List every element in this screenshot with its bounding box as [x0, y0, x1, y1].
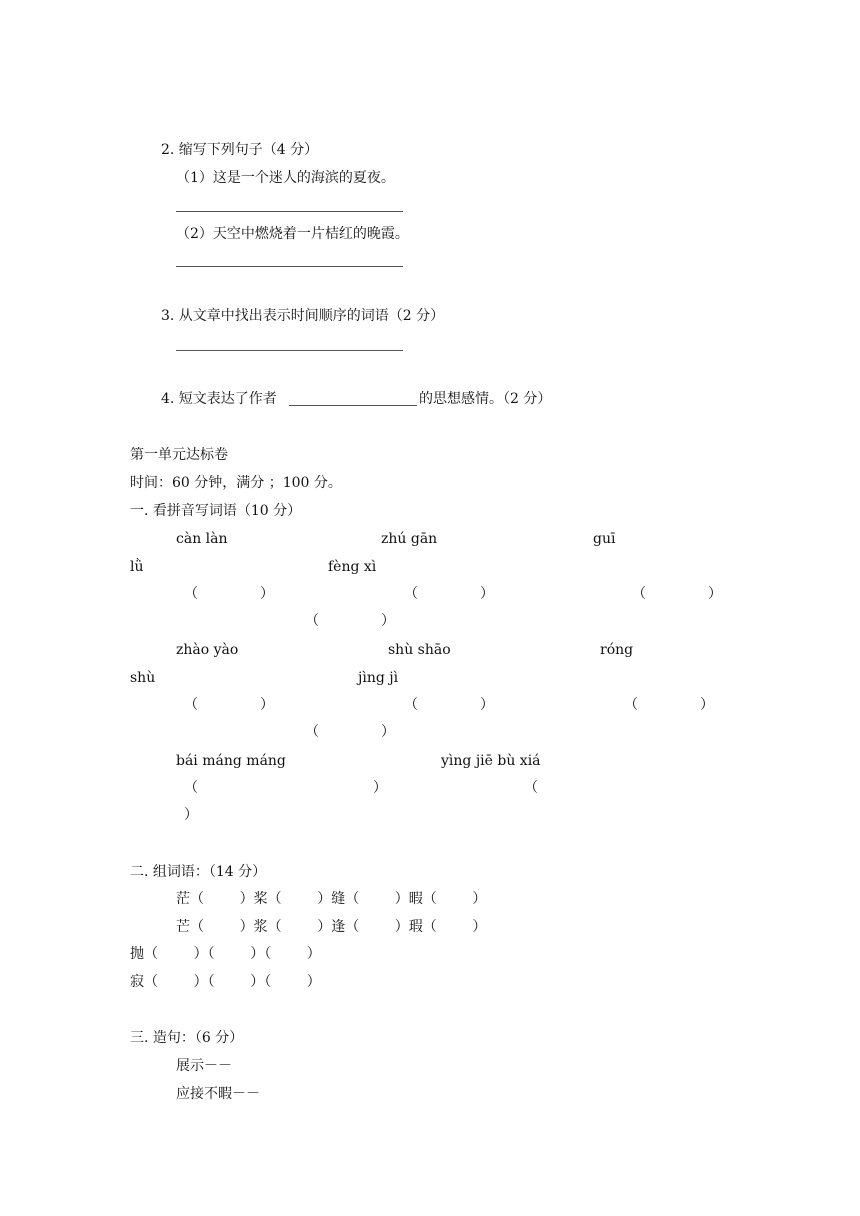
word-group-row: 寂（ ）（ ）（ ） — [130, 974, 321, 990]
pinyin-ying-jie-bu-xia: yìng jiē bù xiá — [441, 753, 541, 769]
pinyin-gui: guī — [593, 531, 616, 547]
time-info: 时间：60 分钟，满分 ；100 分。 — [130, 475, 342, 491]
answer-paren-open: （ — [524, 780, 538, 796]
answer-paren-close: ） — [480, 586, 494, 602]
answer-line-4[interactable] — [289, 405, 417, 406]
pinyin-zhu-gan: zhú gān — [381, 531, 438, 547]
answer-paren-open: （ — [632, 586, 646, 602]
section-2-title: 二. 组词语：（14 分） — [130, 864, 267, 880]
question-2-sentence-1: （1）这是一个迷人的海滨的夏夜。 — [176, 170, 395, 186]
section-3-title: 三. 造句：（6 分） — [130, 1030, 244, 1046]
answer-line-3[interactable] — [176, 350, 403, 351]
answer-paren-open: （ — [624, 697, 638, 713]
answer-line-2-2[interactable] — [176, 266, 403, 267]
answer-paren-close: ） — [373, 780, 387, 796]
answer-paren-close: ） — [260, 586, 274, 602]
question-2-title: 2. 缩写下列句子（4 分） — [161, 142, 319, 158]
question-4-suffix: 的思想感情。（2 分） — [419, 391, 552, 407]
sentence-item-1: 展示－－ — [176, 1058, 232, 1074]
answer-paren-close: ） — [381, 724, 395, 740]
answer-paren-open: （ — [184, 780, 198, 796]
pinyin-rong: róng — [600, 642, 634, 658]
pinyin-can-lan: càn làn — [176, 531, 228, 547]
answer-paren-open: （ — [404, 697, 418, 713]
answer-paren-close: ） — [260, 697, 274, 713]
answer-paren-close: ） — [700, 697, 714, 713]
exam-title: 第一单元达标卷 — [130, 447, 228, 463]
pinyin-shu-shao: shù shāo — [388, 642, 451, 658]
answer-paren-open: （ — [305, 613, 319, 629]
answer-paren-close: ） — [708, 586, 722, 602]
answer-line-2-1[interactable] — [176, 211, 403, 212]
pinyin-zhao-yao: zhào yào — [176, 642, 239, 658]
pinyin-jing-ji: jìng jì — [358, 670, 399, 686]
pinyin-bai-mang-mang: bái máng máng — [176, 753, 286, 769]
answer-paren-open: （ — [305, 724, 319, 740]
question-4-prefix: 4. 短文表达了作者 — [161, 391, 277, 407]
word-group-row: 抛（ ）（ ）（ ） — [130, 946, 321, 962]
answer-paren-open: （ — [404, 586, 418, 602]
answer-paren-close: ） — [381, 613, 395, 629]
sentence-item-2: 应接不暇－－ — [176, 1086, 260, 1102]
answer-paren-close: ） — [480, 697, 494, 713]
pinyin-lv: lǜ — [130, 559, 144, 575]
answer-paren-close: ） — [184, 807, 198, 823]
question-2-sentence-2: （2）天空中燃烧着一片桔红的晚霞。 — [176, 226, 409, 242]
word-group-row: 芒（ ）浆（ ）逢（ ）瑕（ ） — [176, 919, 487, 935]
answer-paren-open: （ — [184, 586, 198, 602]
question-3-title: 3. 从文章中找出表示时间顺序的词语（2 分） — [161, 308, 445, 324]
section-1-title: 一. 看拼音写词语（10 分） — [130, 503, 302, 519]
word-group-row: 茫（ ）桨（ ）缝（ ）暇（ ） — [176, 891, 487, 907]
answer-paren-open: （ — [184, 697, 198, 713]
pinyin-feng-xi: fèng xì — [328, 559, 377, 575]
pinyin-shu: shù — [130, 670, 156, 686]
